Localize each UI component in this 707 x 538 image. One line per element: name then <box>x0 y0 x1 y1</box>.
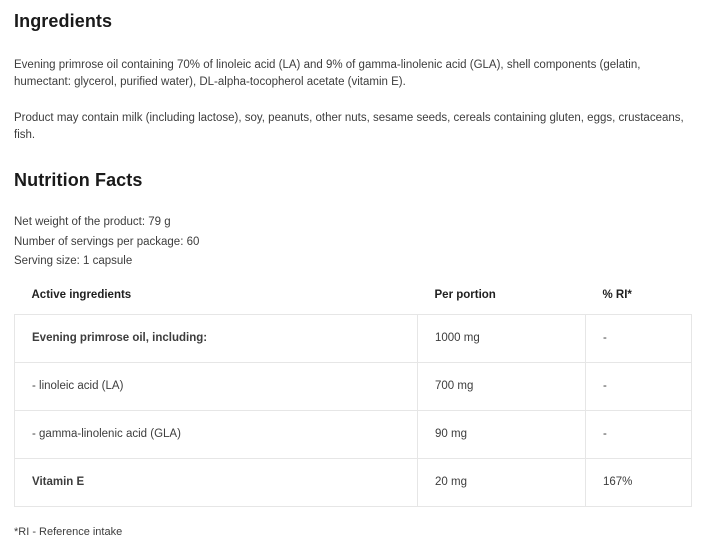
table-row <box>15 362 692 410</box>
table-row <box>15 458 692 506</box>
cell-ri: - <box>586 314 692 362</box>
ingredients-allergen-text: Product may contain milk (including lactose), soy, peanuts, other nuts, sesame seeds, cereals containing gluten, eggs, crustaceans, fish. <box>14 112 684 141</box>
cell-ingredient-name: - linoleic acid (LA) <box>15 362 418 410</box>
cell-per-portion: 1000 mg <box>418 314 586 362</box>
cell-per-portion: 90 mg <box>418 410 586 458</box>
column-header-ri: % RI* <box>602 288 632 301</box>
column-header-per-portion: Per portion <box>434 288 496 301</box>
table-row <box>15 410 692 458</box>
cell-ri: - <box>586 362 692 410</box>
cell-ingredient-name: Evening primrose oil, including: <box>15 314 418 362</box>
ingredients-heading: Ingredients <box>14 11 113 31</box>
column-header-active-ingredients: Active ingredients <box>31 288 132 301</box>
fact-serving-size: Serving size: 1 capsule <box>14 255 133 267</box>
reference-intake-footnote: *RI - Reference intake <box>14 525 123 538</box>
cell-per-portion: 20 mg <box>418 458 586 506</box>
fact-net-weight: Net weight of the product: 79 g <box>14 216 171 228</box>
cell-ingredient-name: - gamma-linolenic acid (GLA) <box>15 410 418 458</box>
cell-ri: - <box>586 410 692 458</box>
nutrition-facts-heading: Nutrition Facts <box>14 170 143 190</box>
cell-ingredient-name: Vitamin E <box>15 458 418 506</box>
table-row <box>15 314 692 362</box>
fact-servings-per-package: Number of servings per package: 60 <box>14 235 200 248</box>
cell-ri: 167% <box>586 458 692 506</box>
nutrition-facts-list <box>14 213 693 272</box>
nutrition-table <box>14 289 692 507</box>
ingredients-composition-text: Evening primrose oil containing 70% of linoleic acid (LA) and 9% of gamma-linolenic acid (GLA), shell components (gelatin, humectant: glycerol, purified water), DL-alpha-tocopherol acetate (vitamin E). <box>14 59 641 88</box>
table-header-row <box>15 289 692 315</box>
cell-per-portion: 700 mg <box>418 362 586 410</box>
